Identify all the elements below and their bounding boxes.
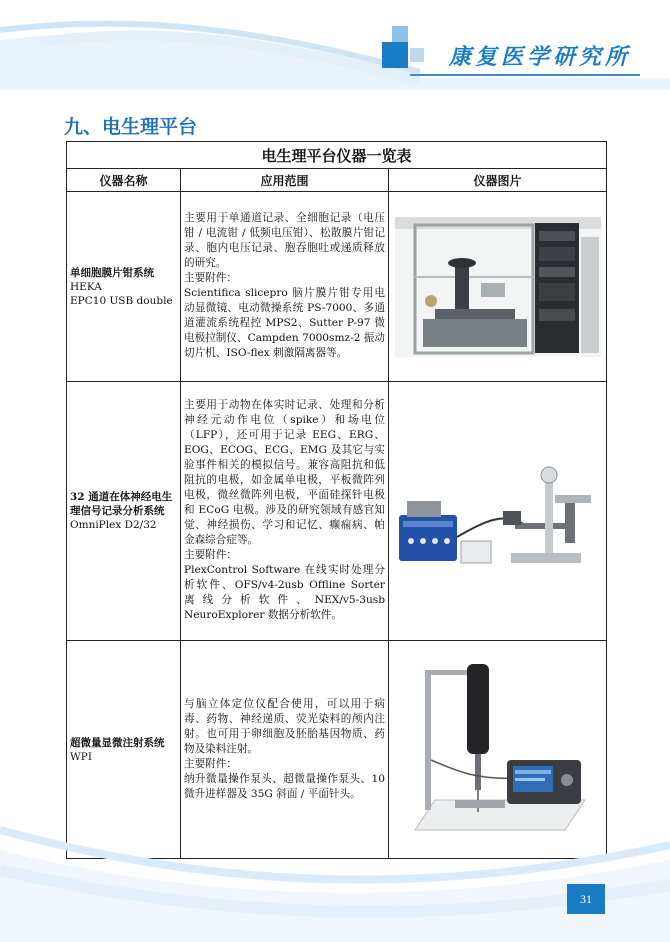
accessories-text: PlexControl Software 在线实时处理分析软件、OFS/v4-2usb Offline Sorter 离线分析软件、NEX/v5-3usb NeuroExplorer 数据分析软件。: [184, 564, 385, 621]
table-caption: 电生理平台仪器一览表: [67, 142, 607, 169]
column-header-scope: 应用范围: [181, 169, 389, 192]
header-square-blocks: [370, 20, 430, 80]
accessories-label: 主要附件：: [184, 549, 237, 561]
equipment-table: [66, 141, 607, 859]
neural-recording-system-photo: [395, 441, 601, 581]
accessories-text: 纳升微量操作泵头、超微量操作泵头、10 微升进样器及 35G 斜面 / 平面针头。: [184, 772, 385, 800]
section-title: 九、电生理平台: [64, 116, 198, 138]
instrument-name-cell: [67, 192, 181, 382]
column-header-image: 仪器图片: [389, 169, 607, 192]
instrument-name-cell: [67, 382, 181, 641]
page-number: 31: [567, 884, 605, 914]
application-description: 与脑立体定位仪配合使用，可以用于病毒、药物、神经递质、荧光染料的颅内注射。也可用于卵细胞及胚胎基因物质、药物及染料注射。: [184, 697, 385, 755]
header-rule: [410, 74, 640, 76]
instrument-name: 单细胞膜片钳系统: [70, 266, 154, 279]
instrument-model: HEKA: [70, 280, 102, 293]
application-description: 主要用于动物在体实时记录、处理和分析神经元动作电位（spike）和场电位（LFP），还可用于记录 EEG、ERG、EOG、ECOG、ECG、EMG 及其它与实验事件相关的模拟信号。兼容高阻抗和低阻抗的电极，如金属单电极，平板微阵列电极，微丝微阵列电极，平面硅探针电极和 ECoG 电极。涉及的研究领域有感官知觉、神经损伤、学习和记忆、癫痫病、帕金森综合症等。: [184, 399, 385, 546]
patch-clamp-rig-photo: [395, 217, 601, 357]
bottom-swoosh-decoration: [0, 790, 670, 942]
instrument-model: EPC10 USB double: [70, 294, 173, 307]
instrument-name: 32 通道在体神经电生理信号记录分析系统: [70, 491, 173, 517]
accessories-label: 主要附件：: [184, 272, 237, 284]
accessories-text: Scientifica slicepro 脑片膜片钳专用电动显微镜、电动微操系统 PS-7000、多通道灌流系统程控 MPS2、Sutter P-97 微电极拉制仪、Campden 7000smz-2 振动切片机、ISO-flex 刺激隔离器等。: [184, 287, 385, 359]
application-scope-cell: [181, 382, 389, 641]
table-row: [67, 192, 607, 382]
application-scope-cell: [181, 192, 389, 382]
application-description: 主要用于单通道记录、全细胞记录（电压钳 / 电流钳 / 低频电压钳）、松散膜片钳记录、胞内电压记录、胞吞胞吐或递质释放的研究。: [184, 212, 385, 269]
instrument-image-cell: [389, 192, 607, 382]
accessories-label: 主要附件：: [184, 757, 237, 770]
instrument-image-cell: [389, 382, 607, 641]
header-title: 康复医学研究所: [448, 45, 631, 70]
table-row: [67, 382, 607, 641]
column-header-name: 仪器名称: [67, 169, 181, 192]
instrument-model: OmniPlex D2/32: [70, 519, 157, 531]
instrument-name: 超微量显微注射系统: [70, 736, 165, 749]
instrument-model: WPI: [70, 750, 93, 763]
